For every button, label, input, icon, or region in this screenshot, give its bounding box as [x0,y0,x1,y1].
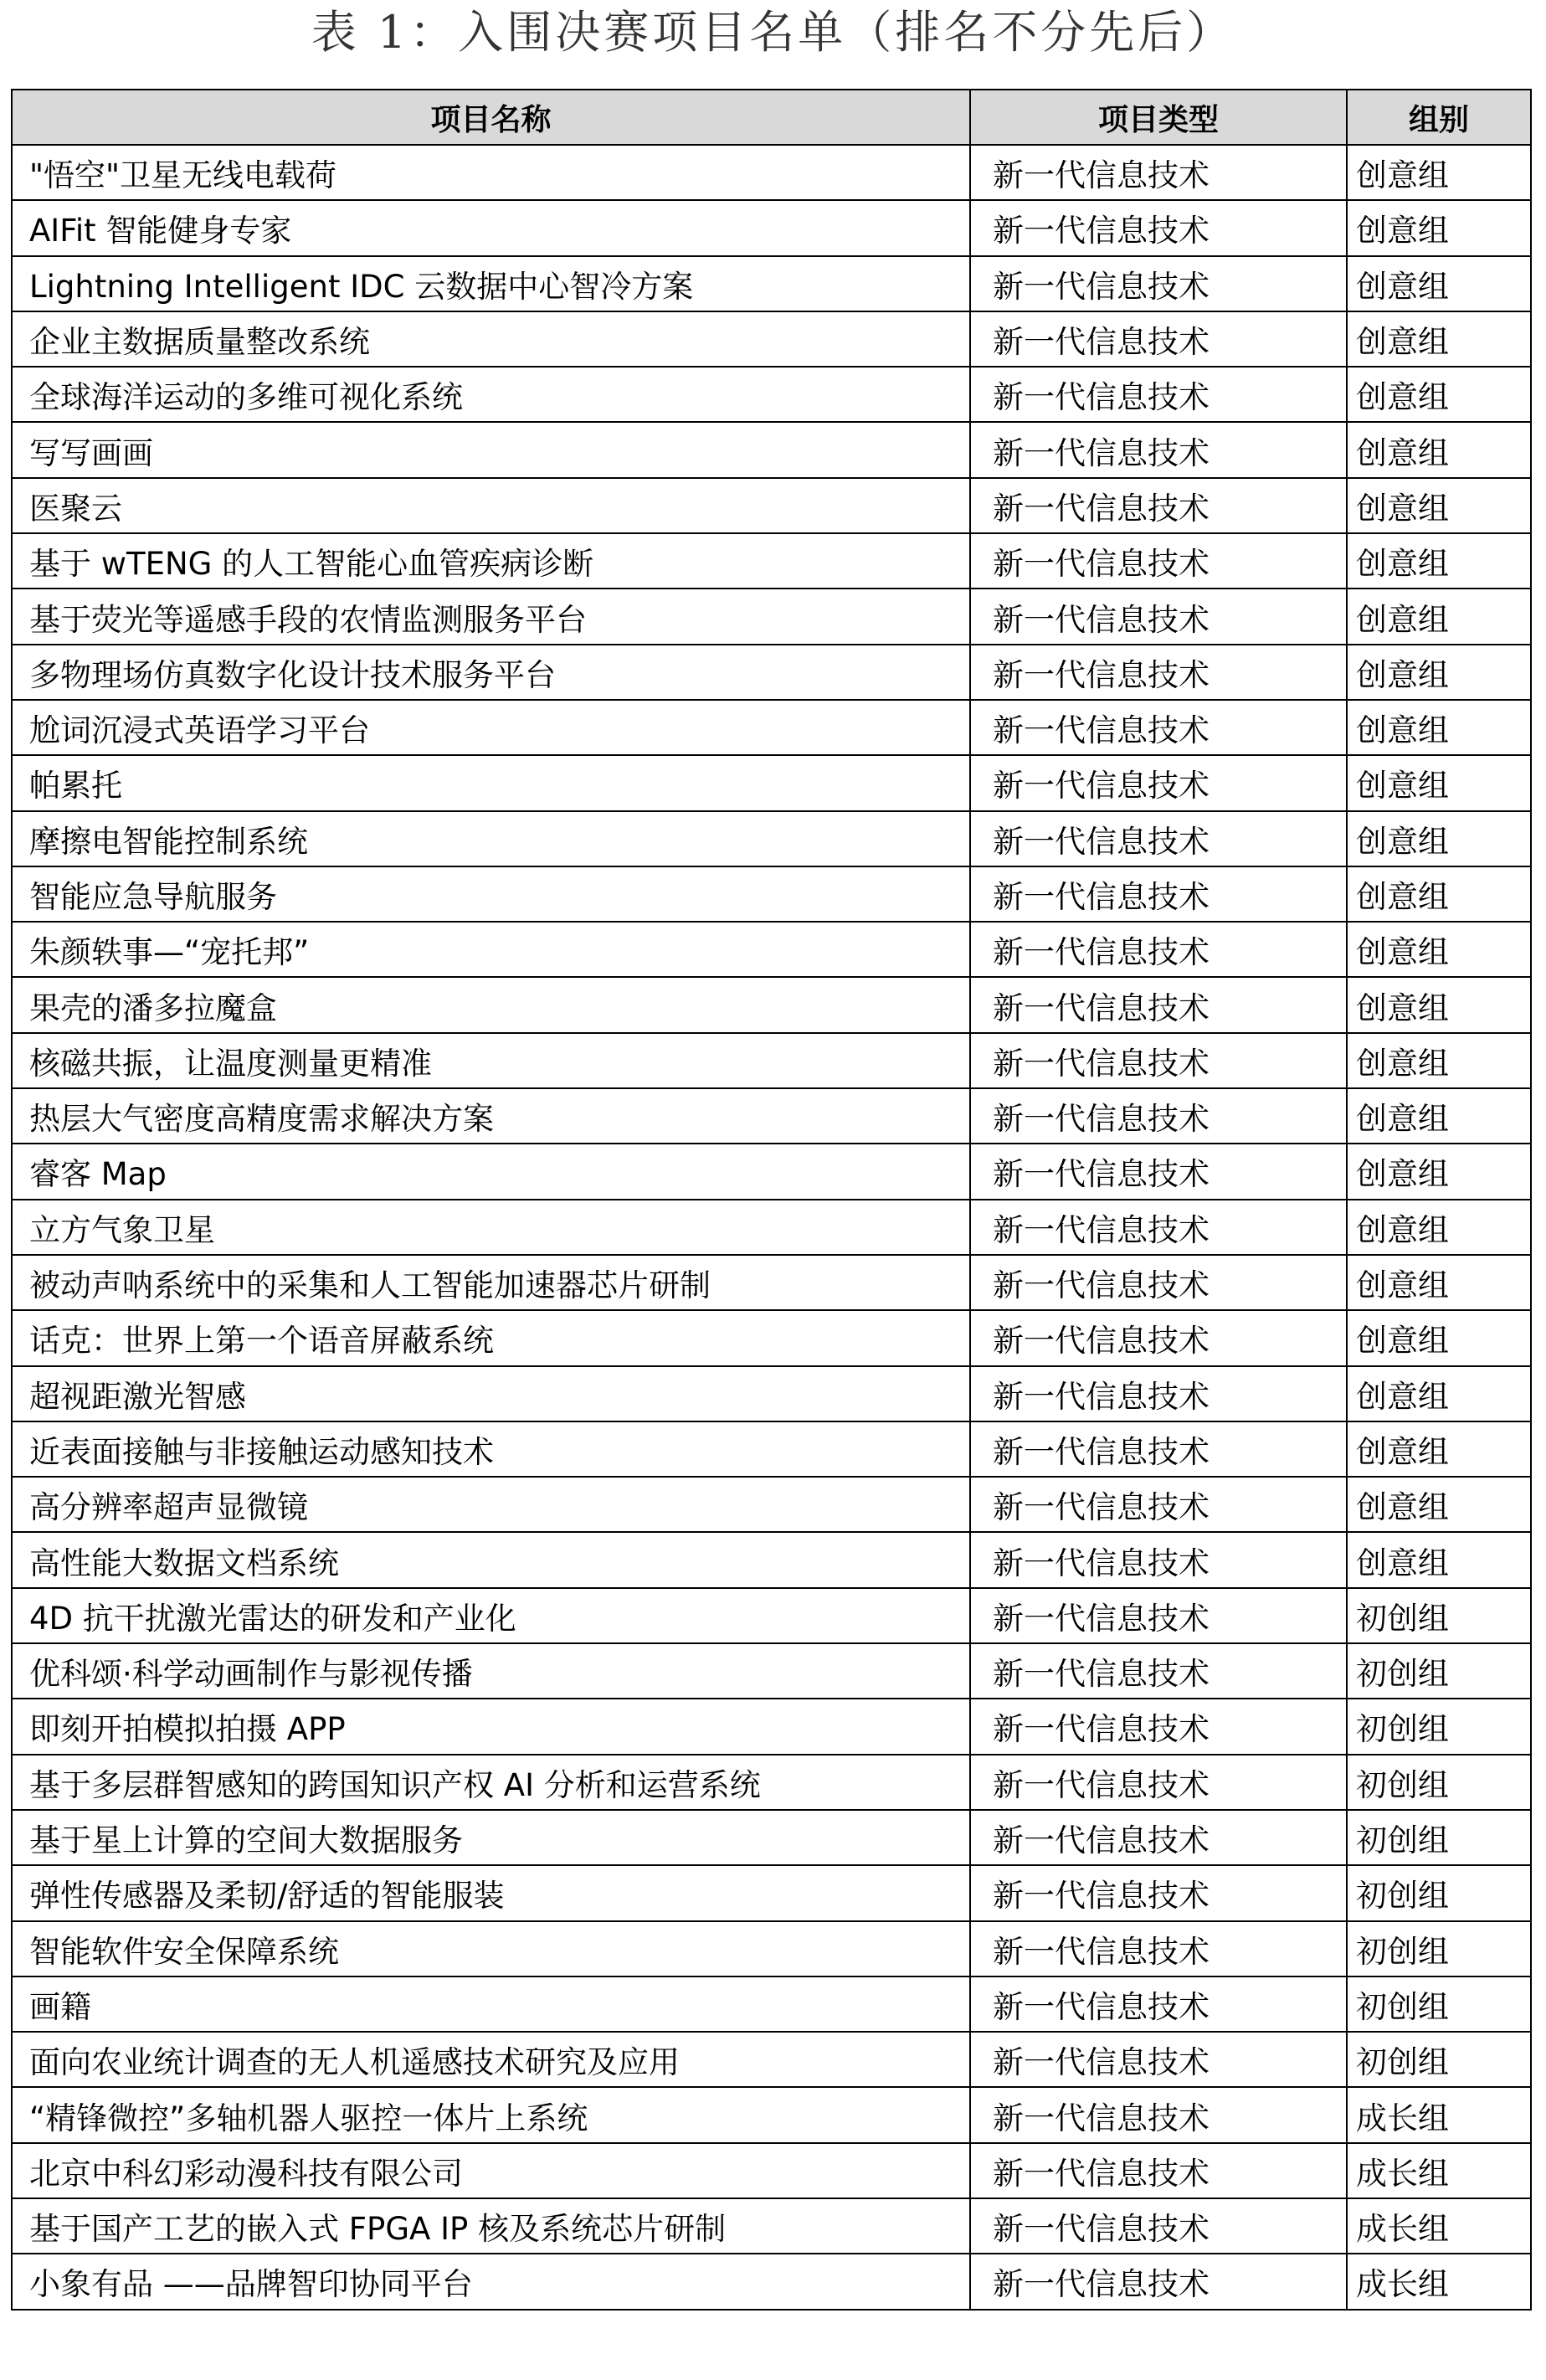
project-type-cell: 新一代信息技术 [970,2254,1347,2309]
table-row [12,422,1531,477]
table-row [12,1366,1531,1421]
table-row [12,2087,1531,2142]
project-type-cell: 新一代信息技术 [970,533,1347,589]
table-row [12,866,1531,922]
project-name-cell: Lightning Intelligent IDC 云数据中心智冷方案 [12,256,970,311]
project-name-cell: 面向农业统计调查的无人机遥感技术研究及应用 [12,2032,970,2087]
page-title: 表 1：入围决赛项目名单（排名不分先后） [311,6,1235,59]
group-cell: 创意组 [1347,200,1531,255]
project-name-cell: 北京中科幻彩动漫科技有限公司 [12,2143,970,2198]
header-project-type: 项目类型 [970,90,1347,145]
project-type-cell: 新一代信息技术 [970,700,1347,755]
project-name-cell: 优科颂·科学动画制作与影视传播 [12,1643,970,1699]
project-name-cell: 朱颜轶事—“宠托邦” [12,922,970,977]
project-type-cell: 新一代信息技术 [970,1144,1347,1199]
header-project-name: 项目名称 [12,90,970,145]
table-row [12,1088,1531,1144]
group-cell: 创意组 [1347,422,1531,477]
group-cell: 初创组 [1347,1699,1531,1754]
group-cell: 初创组 [1347,1588,1531,1643]
table-header [12,90,1531,145]
group-cell: 创意组 [1347,1477,1531,1532]
table-row [12,1588,1531,1643]
table-row [12,533,1531,589]
project-name-cell: 基于国产工艺的嵌入式 FPGA IP 核及系统芯片研制 [12,2198,970,2254]
table-row [12,1477,1531,1532]
project-name-cell: 被动声呐系统中的采集和人工智能加速器芯片研制 [12,1255,970,1310]
group-cell: 创意组 [1347,977,1531,1032]
project-type-cell: 新一代信息技术 [970,422,1347,477]
project-name-cell: 基于多层群智感知的跨国知识产权 AI 分析和运营系统 [12,1755,970,1810]
table-row [12,367,1531,422]
group-cell: 创意组 [1347,1144,1531,1199]
project-name-cell: 睿客 Map [12,1144,970,1199]
project-name-cell: 果壳的潘多拉魔盒 [12,977,970,1032]
project-name-cell: 智能应急导航服务 [12,866,970,922]
group-cell: 初创组 [1347,1810,1531,1865]
project-type-cell: 新一代信息技术 [970,645,1347,700]
table-row [12,200,1531,255]
table-row [12,1033,1531,1088]
project-name-cell: 超视距激光智感 [12,1366,970,1421]
group-cell: 创意组 [1347,311,1531,367]
group-cell: 创意组 [1347,645,1531,700]
group-cell: 创意组 [1347,1366,1531,1421]
project-name-cell: 摩擦电智能控制系统 [12,811,970,866]
project-name-cell: “精锋微控”多轴机器人驱控一体片上系统 [12,2087,970,2142]
group-cell: 创意组 [1347,1033,1531,1088]
group-cell: 创意组 [1347,1532,1531,1587]
table-row [12,478,1531,533]
project-name-cell: 帕累托 [12,755,970,810]
project-name-cell: 热层大气密度高精度需求解决方案 [12,1088,970,1144]
group-cell: 创意组 [1347,367,1531,422]
group-cell: 初创组 [1347,2032,1531,2087]
project-type-cell: 新一代信息技术 [970,922,1347,977]
project-type-cell: 新一代信息技术 [970,1532,1347,1587]
header-row [12,90,1531,145]
project-type-cell: 新一代信息技术 [970,256,1347,311]
group-cell: 成长组 [1347,2087,1531,2142]
project-type-cell: 新一代信息技术 [970,1699,1347,1754]
group-cell: 创意组 [1347,922,1531,977]
project-name-cell: 企业主数据质量整改系统 [12,311,970,367]
table-body [12,145,1531,2310]
project-type-cell: 新一代信息技术 [970,311,1347,367]
group-cell: 创意组 [1347,589,1531,644]
group-cell: 初创组 [1347,1865,1531,1920]
project-name-cell: 核磁共振，让温度测量更精准 [12,1033,970,1088]
project-name-cell: 画籍 [12,1976,970,2032]
group-cell: 创意组 [1347,478,1531,533]
project-type-cell: 新一代信息技术 [970,1310,1347,1365]
group-cell: 成长组 [1347,2198,1531,2254]
project-type-cell: 新一代信息技术 [970,200,1347,255]
table-row [12,1421,1531,1477]
table-row [12,1310,1531,1365]
project-type-cell: 新一代信息技术 [970,811,1347,866]
project-type-cell: 新一代信息技术 [970,2198,1347,2254]
table-row [12,700,1531,755]
table-row [12,1643,1531,1699]
project-name-cell: 尬词沉浸式英语学习平台 [12,700,970,755]
project-type-cell: 新一代信息技术 [970,1200,1347,1255]
project-type-cell: 新一代信息技术 [970,1588,1347,1643]
table-row [12,1810,1531,1865]
table-row [12,1144,1531,1199]
table-row [12,256,1531,311]
table-row [12,1865,1531,1920]
table-row [12,2198,1531,2254]
project-name-cell: AIFit 智能健身专家 [12,200,970,255]
group-cell: 初创组 [1347,1755,1531,1810]
project-name-cell: 话克：世界上第一个语音屏蔽系统 [12,1310,970,1365]
group-cell: 成长组 [1347,2143,1531,2198]
table-row [12,1699,1531,1754]
project-type-cell: 新一代信息技术 [970,1366,1347,1421]
project-type-cell: 新一代信息技术 [970,1810,1347,1865]
project-name-cell: 4D 抗干扰激光雷达的研发和产业化 [12,1588,970,1643]
project-name-cell: 高分辨率超声显微镜 [12,1477,970,1532]
project-table [11,89,1532,2311]
project-type-cell: 新一代信息技术 [970,1755,1347,1810]
project-type-cell: 新一代信息技术 [970,755,1347,810]
project-type-cell: 新一代信息技术 [970,1477,1347,1532]
group-cell: 创意组 [1347,1088,1531,1144]
table-row [12,1255,1531,1310]
project-type-cell: 新一代信息技术 [970,1421,1347,1477]
project-type-cell: 新一代信息技术 [970,2032,1347,2087]
project-type-cell: 新一代信息技术 [970,1976,1347,2032]
project-name-cell: 智能软件安全保障系统 [12,1921,970,1976]
group-cell: 初创组 [1347,1921,1531,1976]
project-type-cell: 新一代信息技术 [970,2143,1347,2198]
project-type-cell: 新一代信息技术 [970,1255,1347,1310]
group-cell: 成长组 [1347,2254,1531,2309]
project-type-cell: 新一代信息技术 [970,367,1347,422]
table-row [12,977,1531,1032]
project-type-cell: 新一代信息技术 [970,145,1347,200]
project-type-cell: 新一代信息技术 [970,977,1347,1032]
group-cell: 创意组 [1347,866,1531,922]
table-row [12,1976,1531,2032]
table-row [12,645,1531,700]
group-cell: 初创组 [1347,1643,1531,1699]
project-name-cell: 弹性传感器及柔韧/舒适的智能服装 [12,1865,970,1920]
group-cell: 创意组 [1347,256,1531,311]
project-name-cell: 高性能大数据文档系统 [12,1532,970,1587]
table-row [12,1921,1531,1976]
table-row [12,589,1531,644]
project-name-cell: 基于 wTENG 的人工智能心血管疾病诊断 [12,533,970,589]
table-row [12,145,1531,200]
project-type-cell: 新一代信息技术 [970,1088,1347,1144]
project-name-cell: 近表面接触与非接触运动感知技术 [12,1421,970,1477]
table-row [12,755,1531,810]
project-name-cell: 全球海洋运动的多维可视化系统 [12,367,970,422]
project-name-cell: 小象有品 ——品牌智印协同平台 [12,2254,970,2309]
project-name-cell: 写写画画 [12,422,970,477]
group-cell: 创意组 [1347,533,1531,589]
project-type-cell: 新一代信息技术 [970,1921,1347,1976]
table-row [12,1755,1531,1810]
project-type-cell: 新一代信息技术 [970,2087,1347,2142]
project-name-cell: "悟空"卫星无线电载荷 [12,145,970,200]
project-type-cell: 新一代信息技术 [970,1033,1347,1088]
table-row [12,2032,1531,2087]
group-cell: 创意组 [1347,1200,1531,1255]
project-type-cell: 新一代信息技术 [970,478,1347,533]
table-row [12,2254,1531,2309]
table-row [12,1200,1531,1255]
group-cell: 创意组 [1347,811,1531,866]
table-row [12,811,1531,866]
group-cell: 创意组 [1347,1255,1531,1310]
table-row [12,1532,1531,1587]
table-row [12,922,1531,977]
project-name-cell: 基于荧光等遥感手段的农情监测服务平台 [12,589,970,644]
project-type-cell: 新一代信息技术 [970,1865,1347,1920]
project-name-cell: 即刻开拍模拟拍摄 APP [12,1699,970,1754]
table-row [12,311,1531,367]
table-row [12,2143,1531,2198]
project-name-cell: 基于星上计算的空间大数据服务 [12,1810,970,1865]
group-cell: 创意组 [1347,1310,1531,1365]
group-cell: 创意组 [1347,1421,1531,1477]
project-name-cell: 医聚云 [12,478,970,533]
group-cell: 初创组 [1347,1976,1531,2032]
project-name-cell: 立方气象卫星 [12,1200,970,1255]
project-type-cell: 新一代信息技术 [970,1643,1347,1699]
project-type-cell: 新一代信息技术 [970,589,1347,644]
project-type-cell: 新一代信息技术 [970,866,1347,922]
project-name-cell: 多物理场仿真数字化设计技术服务平台 [12,645,970,700]
group-cell: 创意组 [1347,755,1531,810]
group-cell: 创意组 [1347,145,1531,200]
header-group: 组别 [1347,90,1531,145]
group-cell: 创意组 [1347,700,1531,755]
